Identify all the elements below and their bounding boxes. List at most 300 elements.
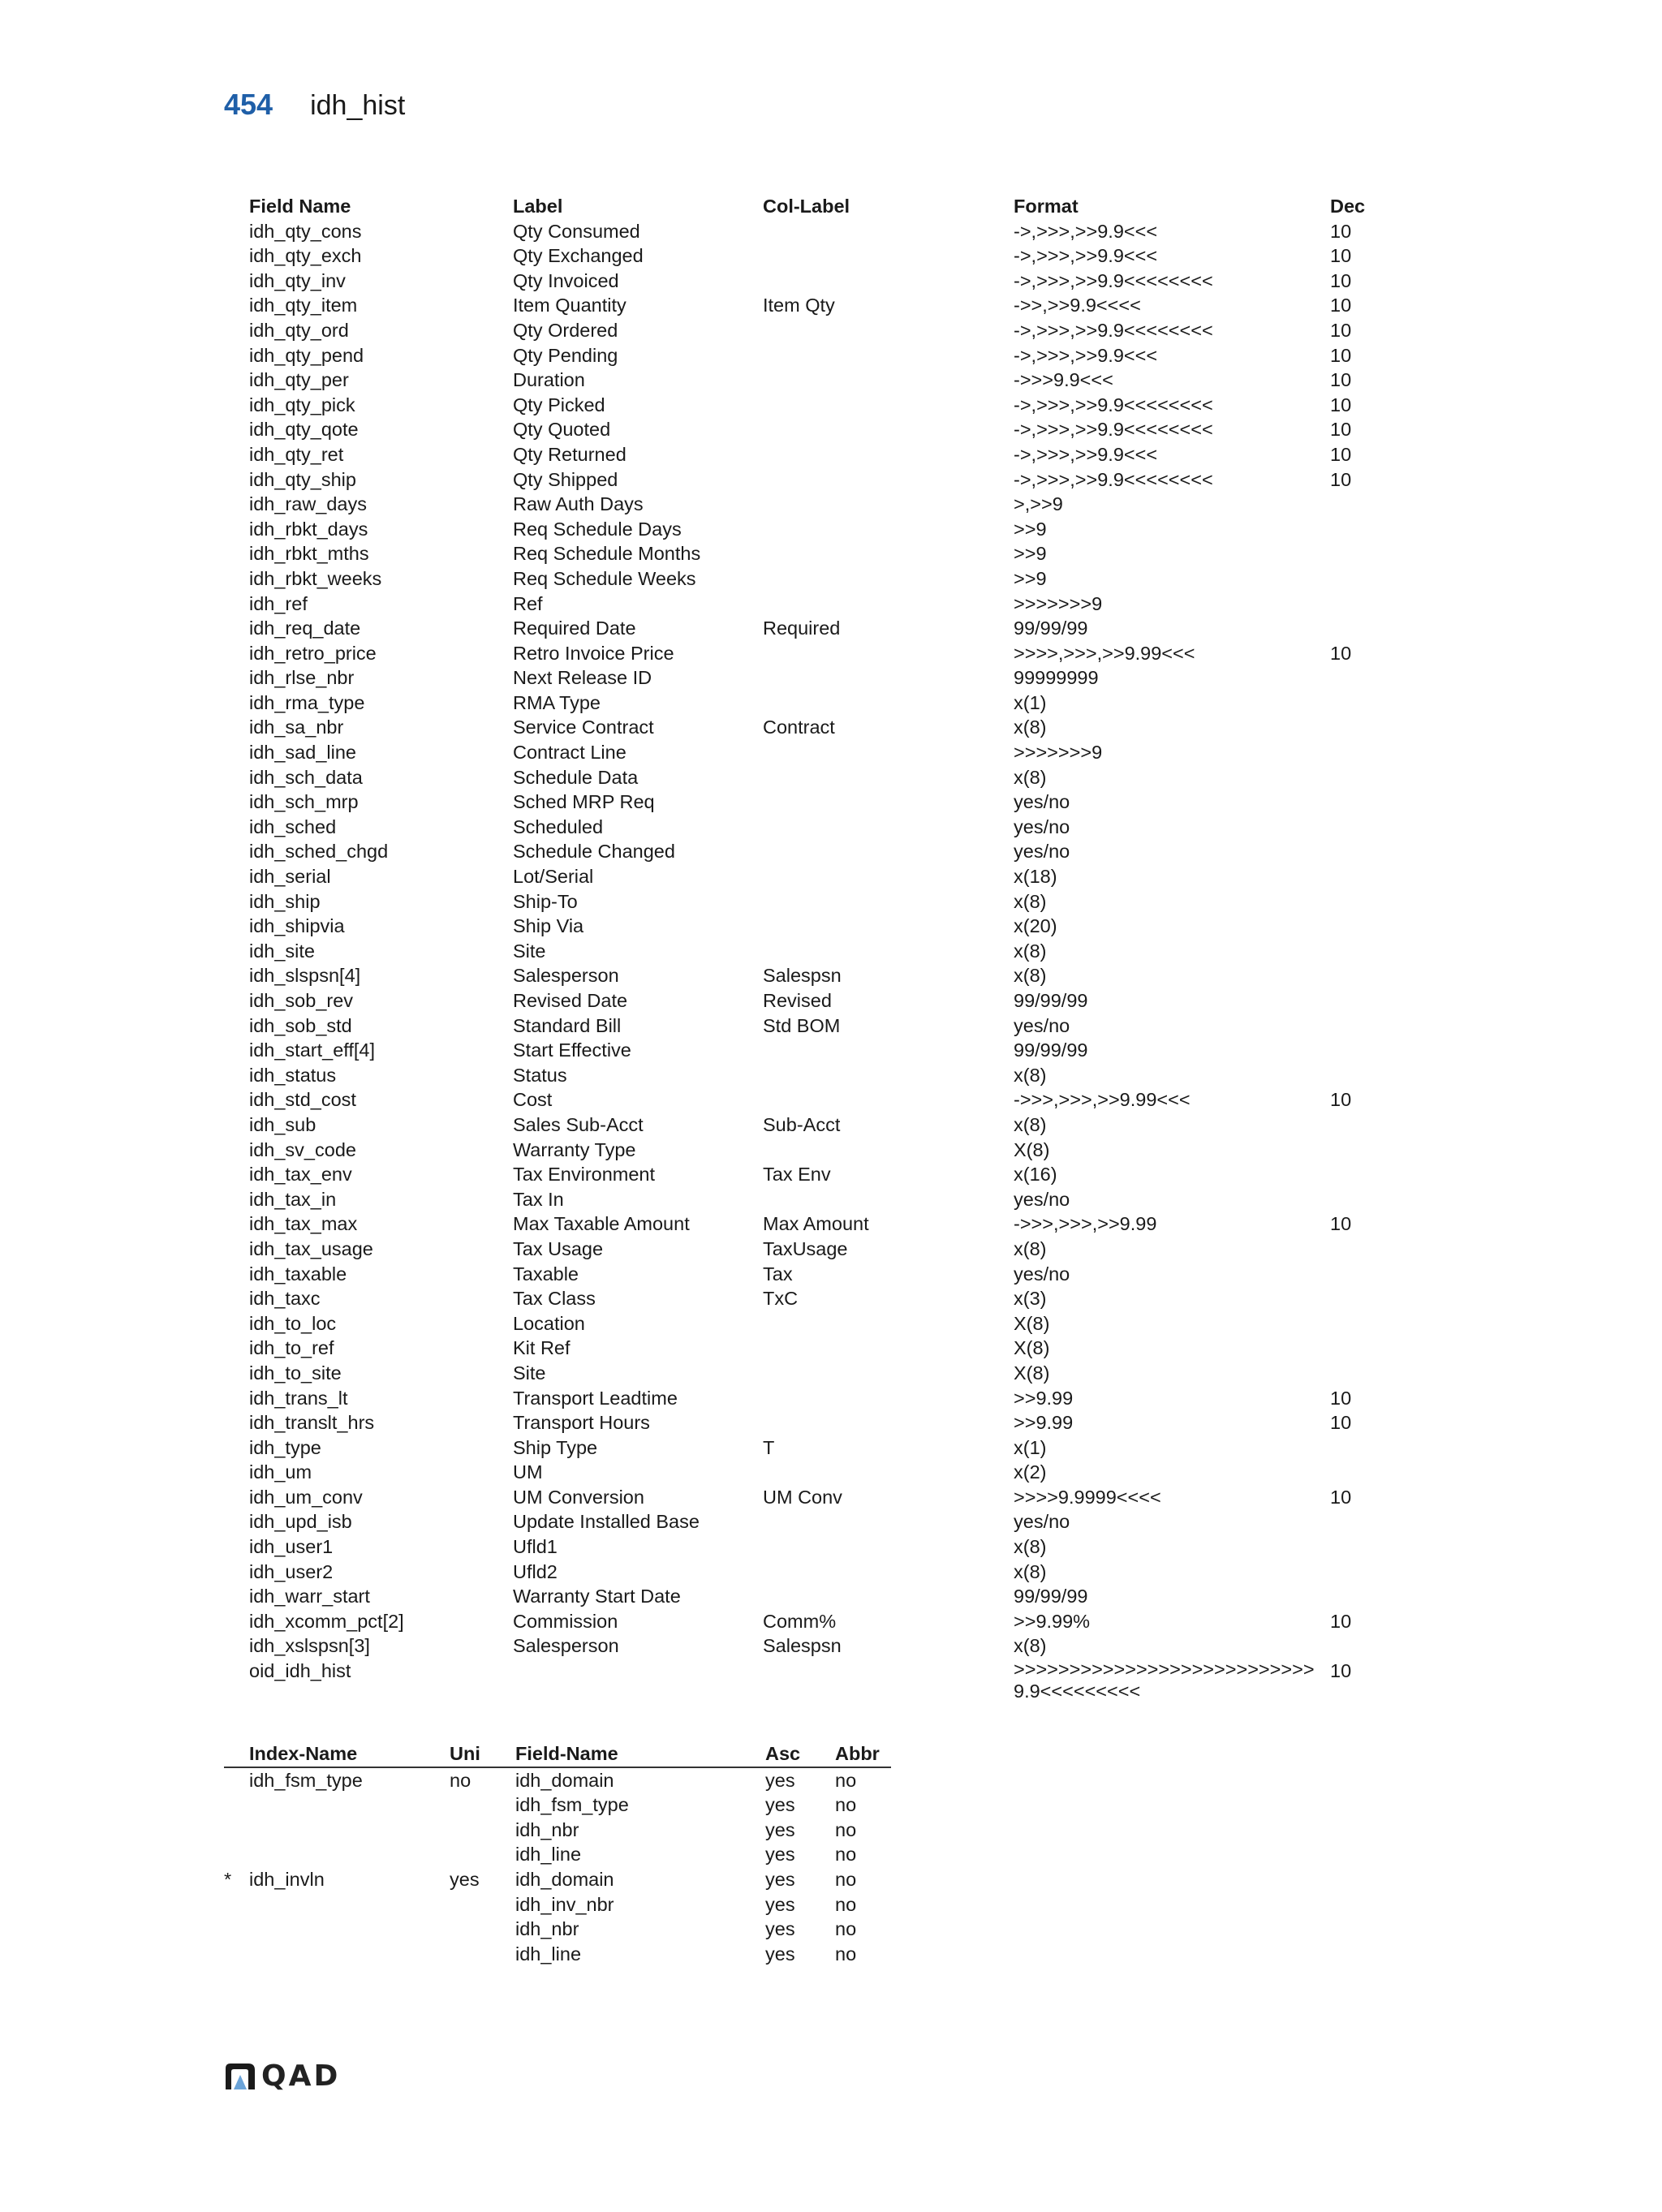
table-row [224, 368, 1379, 393]
index-name-cell [249, 1942, 450, 1967]
format-cell: >>>>9.9999<<<< [1014, 1486, 1161, 1508]
table-row [224, 1867, 891, 1892]
field-name-cell: idh_status [249, 1064, 337, 1086]
format-cell: 99/99/99 [1014, 1039, 1088, 1061]
dec-cell [1330, 566, 1379, 592]
label-cell: Qty Ordered [513, 319, 618, 341]
label-cell: Ufld1 [513, 1536, 558, 1558]
col-label-cell: Max Amount [763, 1213, 869, 1235]
table-row [224, 343, 1379, 368]
table-row [224, 417, 1379, 442]
col-label-cell [763, 815, 1014, 840]
col-label-cell [763, 1311, 1014, 1336]
table-row [224, 541, 1379, 566]
col-label-cell: Tax Env [763, 1164, 831, 1186]
col-label-cell [763, 914, 1014, 939]
table-row [224, 939, 1379, 964]
col-label-cell [763, 839, 1014, 864]
logo-text: QAD [261, 2059, 341, 2093]
index-table [224, 1741, 891, 1966]
dec-cell [1330, 541, 1379, 566]
dec-cell [1330, 592, 1379, 617]
column-header-dec: Dec [1330, 196, 1366, 217]
format-cell: ->,>>>,>>9.9<<<<<<<< [1014, 319, 1213, 341]
footer-logo [224, 2059, 340, 2093]
unique-cell [450, 1917, 515, 1942]
label-cell: Max Taxable Amount [513, 1213, 690, 1235]
table-row [224, 1485, 1379, 1510]
dec-cell [1330, 1162, 1379, 1187]
table-row [224, 1410, 1379, 1435]
table-row [224, 517, 1379, 542]
col-label-cell [763, 1138, 1014, 1163]
table-row [224, 1942, 891, 1967]
dec-cell [1330, 1336, 1379, 1361]
format-cell: ->>>,>>>,>>9.99 [1014, 1213, 1157, 1235]
dec-cell [1330, 1509, 1379, 1534]
col-label-cell [763, 889, 1014, 914]
field-name-cell: idh_to_loc [249, 1312, 337, 1334]
column-header-uni: Uni [450, 1743, 480, 1764]
format-cell: x(8) [1014, 1064, 1047, 1086]
format-cell: 99999999 [1014, 667, 1099, 689]
format-cell: >>9.99 [1014, 1412, 1074, 1434]
label-cell: Salesperson [513, 965, 619, 987]
dec-cell [1330, 939, 1379, 964]
label-cell: RMA Type [513, 691, 601, 713]
dec-cell [1330, 1361, 1379, 1386]
table-row [224, 1560, 1379, 1585]
dec-cell: 10 [1330, 1412, 1352, 1434]
label-cell: Taxable [513, 1263, 579, 1285]
qad-logo-icon [224, 2062, 256, 2091]
field-name-cell: idh_sob_std [249, 1014, 352, 1036]
label-cell: Req Schedule Weeks [513, 567, 696, 589]
label-cell: Qty Returned [513, 443, 626, 465]
field-name-cell: idh_sv_code [249, 1138, 356, 1160]
dec-cell [1330, 914, 1379, 939]
label-cell: Site [513, 940, 546, 962]
dec-cell [1330, 517, 1379, 542]
field-name-cell: idh_shipvia [249, 915, 345, 937]
format-cell: 99/99/99 [1014, 990, 1088, 1011]
table-row [224, 864, 1379, 889]
table-row [224, 1633, 1379, 1659]
dec-cell [1330, 691, 1379, 716]
dec-cell [1330, 815, 1379, 840]
field-name-cell: idh_qty_pend [249, 344, 364, 366]
index-field-cell: idh_nbr [515, 1918, 579, 1940]
format-cell: ->>>9.9<<< [1014, 369, 1113, 391]
format-cell: x(8) [1014, 890, 1047, 912]
col-label-cell [763, 1038, 1014, 1063]
dec-cell: 10 [1330, 642, 1352, 664]
dec-cell [1330, 963, 1379, 988]
table-row [224, 1435, 1379, 1461]
format-cell: x(8) [1014, 717, 1047, 738]
index-marker [224, 1792, 249, 1818]
dec-cell: 10 [1330, 1089, 1352, 1111]
col-label-cell [763, 641, 1014, 666]
label-cell: Revised Date [513, 990, 628, 1011]
dec-cell: 10 [1330, 1486, 1352, 1508]
table-row [224, 566, 1379, 592]
label-cell: Retro Invoice Price [513, 642, 674, 664]
table-row [224, 641, 1379, 666]
dec-cell: 10 [1330, 344, 1352, 366]
dec-cell: 10 [1330, 1387, 1352, 1409]
col-label-cell [763, 939, 1014, 964]
dec-cell [1330, 1584, 1379, 1609]
label-cell: Kit Ref [513, 1337, 571, 1359]
format-cell: X(8) [1014, 1362, 1050, 1384]
unique-cell [450, 1818, 515, 1843]
dec-cell [1330, 1187, 1379, 1212]
table-row [224, 1917, 891, 1942]
label-cell: Ship Via [513, 915, 584, 937]
format-cell: ->>>,>>>,>>9.99<<< [1014, 1089, 1191, 1111]
col-label-cell [763, 368, 1014, 393]
field-name-cell: idh_start_eff[4] [249, 1039, 376, 1061]
table-row [224, 393, 1379, 418]
col-label-cell [763, 492, 1014, 517]
field-name-cell: idh_req_date [249, 618, 361, 639]
label-cell: Site [513, 1362, 546, 1384]
format-cell: x(1) [1014, 691, 1047, 713]
column-header-col-label: Col-Label [763, 196, 850, 217]
field-name-cell: idh_rbkt_mths [249, 543, 369, 565]
table-row [224, 1509, 1379, 1534]
index-name-cell [249, 1842, 450, 1867]
field-name-cell: idh_um [249, 1461, 312, 1483]
page-number: 454 [224, 88, 273, 121]
label-cell: Schedule Data [513, 766, 639, 788]
col-label-cell: Salespsn [763, 965, 842, 987]
col-label-cell [763, 541, 1014, 566]
asc-cell: yes [765, 1818, 795, 1840]
col-label-cell [763, 318, 1014, 343]
format-cell: >,>>9 [1014, 493, 1063, 515]
abbr-cell: no [835, 1868, 857, 1890]
dec-cell [1330, 1063, 1379, 1088]
asc-cell: yes [765, 1844, 795, 1866]
field-name-cell: idh_rbkt_weeks [249, 567, 382, 589]
label-cell: Scheduled [513, 816, 604, 837]
format-cell: X(8) [1014, 1337, 1050, 1359]
format-cell: ->,>>>,>>9.9<<< [1014, 245, 1158, 267]
label-cell: Sched MRP Req [513, 791, 655, 813]
field-name-cell: idh_qty_ship [249, 468, 356, 490]
field-name-cell: idh_qty_inv [249, 269, 346, 291]
col-label-cell: Contract [763, 717, 835, 738]
index-marker [224, 1818, 249, 1843]
col-label-cell [763, 442, 1014, 467]
label-cell: UM Conversion [513, 1486, 644, 1508]
field-name-cell: idh_type [249, 1436, 321, 1458]
label-cell: Qty Picked [513, 394, 605, 415]
field-name-cell: idh_qty_item [249, 295, 358, 316]
field-name-cell: idh_translt_hrs [249, 1412, 375, 1434]
format-cell: x(2) [1014, 1461, 1047, 1483]
abbr-cell: no [835, 1893, 857, 1915]
table-row [224, 467, 1379, 493]
col-label-cell [763, 864, 1014, 889]
field-name-cell: idh_to_ref [249, 1337, 334, 1359]
format-cell: ->,>>>,>>9.9<<<<<<<< [1014, 269, 1213, 291]
field-name-cell: idh_qty_exch [249, 245, 362, 267]
table-row [224, 1112, 1379, 1138]
field-name-cell: idh_user1 [249, 1536, 334, 1558]
label-cell: Tax In [513, 1188, 564, 1210]
col-label-cell: Required [763, 618, 841, 639]
field-name-cell: idh_ref [249, 592, 308, 614]
abbr-cell: no [835, 1943, 857, 1965]
table-row [224, 1187, 1379, 1212]
table-row [224, 318, 1379, 343]
col-label-cell [763, 1361, 1014, 1386]
label-cell: Transport Hours [513, 1412, 650, 1434]
label-cell: Qty Shipped [513, 468, 618, 490]
label-cell: Ship-To [513, 890, 578, 912]
index-field-cell: idh_line [515, 1844, 582, 1866]
abbr-cell: no [835, 1769, 857, 1791]
field-name-cell: idh_user2 [249, 1560, 334, 1582]
dec-cell [1330, 1262, 1379, 1287]
format-cell: yes/no [1014, 816, 1070, 837]
dec-cell: 10 [1330, 394, 1352, 415]
table-row [224, 592, 1379, 617]
table-row [224, 1311, 1379, 1336]
label-cell: Ship Type [513, 1436, 598, 1458]
unique-cell: no [450, 1769, 471, 1791]
column-header-field-name: Field-Name [515, 1743, 618, 1764]
format-cell: x(1) [1014, 1436, 1047, 1458]
page-header [224, 88, 405, 122]
table-row [224, 492, 1379, 517]
label-cell: Qty Pending [513, 344, 618, 366]
field-name-cell: idh_sob_rev [249, 990, 354, 1011]
unique-cell [450, 1942, 515, 1967]
label-cell: Start Effective [513, 1039, 631, 1061]
col-label-cell: TaxUsage [763, 1237, 848, 1259]
label-cell: Commission [513, 1610, 618, 1632]
col-label-cell [763, 1534, 1014, 1560]
format-cell: >>9 [1014, 543, 1047, 565]
dec-cell [1330, 1435, 1379, 1461]
format-cell: >>>>>>>>>>>>>>>>>>>>>>>>>>>9.9<<<<<<<<< [1014, 1659, 1315, 1702]
col-label-cell [763, 467, 1014, 493]
format-cell: ->,>>>,>>9.9<<<<<<<< [1014, 468, 1213, 490]
label-cell: Qty Exchanged [513, 245, 644, 267]
abbr-cell: no [835, 1794, 857, 1816]
dec-cell: 10 [1330, 369, 1352, 391]
field-name-cell: idh_tax_usage [249, 1237, 373, 1259]
field-name-cell: idh_sa_nbr [249, 717, 344, 738]
table-row [224, 1768, 891, 1793]
field-name-cell: idh_qty_ret [249, 443, 344, 465]
field-name-cell: idh_tax_env [249, 1164, 352, 1186]
index-field-cell: idh_inv_nbr [515, 1893, 614, 1915]
table-row [224, 889, 1379, 914]
field-name-cell: idh_upd_isb [249, 1511, 352, 1533]
format-cell: >>9 [1014, 567, 1047, 589]
col-label-cell [763, 566, 1014, 592]
table-row [224, 665, 1379, 691]
field-name-cell: idh_site [249, 940, 315, 962]
label-cell: Warranty Type [513, 1138, 636, 1160]
table-row [224, 815, 1379, 840]
field-table-header [224, 194, 1379, 219]
format-cell: ->,>>>,>>9.9<<<<<<<< [1014, 419, 1213, 441]
table-row [224, 1237, 1379, 1262]
table-row [224, 1842, 891, 1867]
col-label-cell [763, 243, 1014, 269]
dec-cell [1330, 1534, 1379, 1560]
label-cell: Ref [513, 592, 543, 614]
format-cell: yes/no [1014, 1511, 1070, 1533]
format-cell: x(18) [1014, 866, 1057, 888]
dec-cell: 10 [1330, 443, 1352, 465]
label-cell: Location [513, 1312, 585, 1334]
col-label-cell [763, 790, 1014, 815]
asc-cell: yes [765, 1943, 795, 1965]
field-name-cell: idh_sub [249, 1113, 316, 1135]
label-cell: Duration [513, 369, 585, 391]
index-marker-header [224, 1741, 249, 1767]
table-row [224, 1792, 891, 1818]
field-name-cell: oid_idh_hist [249, 1660, 351, 1682]
field-name-cell: idh_xslspsn[3] [249, 1635, 370, 1657]
format-cell: ->,>>>,>>9.9<<< [1014, 443, 1158, 465]
asc-cell: yes [765, 1918, 795, 1940]
format-cell: >>9.99 [1014, 1387, 1074, 1409]
label-cell: Next Release ID [513, 667, 652, 689]
field-name-cell: idh_raw_days [249, 493, 368, 515]
table-row [224, 1162, 1379, 1187]
index-field-cell: idh_domain [515, 1868, 614, 1890]
dec-cell [1330, 790, 1379, 815]
label-cell: Qty Quoted [513, 419, 611, 441]
col-label-cell [763, 1386, 1014, 1411]
column-header-abbr: Abbr [835, 1743, 880, 1764]
label-cell: Item Quantity [513, 295, 626, 316]
label-cell: Lot/Serial [513, 866, 594, 888]
dec-cell: 10 [1330, 1213, 1352, 1235]
format-cell: ->,>>>,>>9.9<<< [1014, 220, 1158, 242]
unique-cell [450, 1842, 515, 1867]
asc-cell: yes [765, 1794, 795, 1816]
format-cell: x(3) [1014, 1288, 1047, 1310]
table-row [224, 1262, 1379, 1287]
col-label-cell [763, 1460, 1014, 1485]
table-row [224, 1609, 1379, 1634]
dec-cell: 10 [1330, 295, 1352, 316]
table-row [224, 1336, 1379, 1361]
dec-cell [1330, 1633, 1379, 1659]
label-cell: Tax Class [513, 1288, 596, 1310]
field-name-cell: idh_retro_price [249, 642, 377, 664]
format-cell: >>9.99% [1014, 1610, 1091, 1632]
col-label-cell [763, 517, 1014, 542]
field-name-cell: idh_slspsn[4] [249, 965, 361, 987]
index-field-cell: idh_fsm_type [515, 1794, 629, 1816]
field-name-cell: idh_rma_type [249, 691, 365, 713]
dec-cell [1330, 765, 1379, 790]
label-cell: Tax Environment [513, 1164, 656, 1186]
field-name-cell: idh_xcomm_pct[2] [249, 1610, 404, 1632]
dec-cell [1330, 715, 1379, 740]
abbr-cell: no [835, 1918, 857, 1940]
label-cell: Raw Auth Days [513, 493, 644, 515]
format-cell: yes/no [1014, 1014, 1070, 1036]
dec-cell [1330, 1038, 1379, 1063]
table-row [224, 914, 1379, 939]
field-name-cell: idh_serial [249, 866, 331, 888]
col-label-cell: TxC [763, 1288, 799, 1310]
label-cell: Warranty Start Date [513, 1586, 681, 1607]
index-marker [224, 1842, 249, 1867]
col-label-cell [763, 219, 1014, 244]
label-cell: Status [513, 1064, 567, 1086]
dec-cell [1330, 665, 1379, 691]
table-row [224, 1063, 1379, 1088]
col-label-cell: Std BOM [763, 1014, 841, 1036]
col-label-cell: UM Conv [763, 1486, 842, 1508]
label-cell: Cost [513, 1089, 553, 1111]
col-label-cell [763, 1336, 1014, 1361]
format-cell: x(8) [1014, 965, 1047, 987]
index-name-cell [249, 1818, 450, 1843]
format-cell: x(16) [1014, 1164, 1057, 1186]
table-row [224, 1013, 1379, 1039]
field-name-cell: idh_sched [249, 816, 337, 837]
format-cell: x(8) [1014, 1635, 1047, 1657]
format-cell: x(8) [1014, 1113, 1047, 1135]
table-row [224, 1211, 1379, 1237]
table-row [224, 1286, 1379, 1311]
col-label-cell [763, 1063, 1014, 1088]
dec-cell [1330, 1112, 1379, 1138]
label-cell: Transport Leadtime [513, 1387, 678, 1409]
dec-cell [1330, 740, 1379, 765]
table-row [224, 963, 1379, 988]
col-label-cell [763, 1410, 1014, 1435]
dec-cell: 10 [1330, 419, 1352, 441]
field-name-cell: idh_sad_line [249, 742, 356, 764]
page-title: idh_hist [310, 90, 406, 121]
field-name-cell: idh_qty_pick [249, 394, 355, 415]
dec-cell [1330, 1013, 1379, 1039]
label-cell: Required Date [513, 618, 636, 639]
dec-cell [1330, 1560, 1379, 1585]
label-cell: Salesperson [513, 1635, 619, 1657]
index-name-cell: idh_fsm_type [249, 1769, 363, 1791]
table-row [224, 1361, 1379, 1386]
table-row [224, 740, 1379, 765]
table-row [224, 293, 1379, 318]
col-label-cell [763, 691, 1014, 716]
col-label-cell [763, 1659, 1014, 1708]
field-name-cell: idh_qty_ord [249, 319, 349, 341]
label-cell: UM [513, 1461, 543, 1483]
table-row [224, 715, 1379, 740]
index-name-cell [249, 1917, 450, 1942]
field-name-cell: idh_rlse_nbr [249, 667, 355, 689]
label-cell: Req Schedule Days [513, 518, 682, 540]
table-row [224, 988, 1379, 1013]
label-cell: Standard Bill [513, 1014, 622, 1036]
dec-cell: 10 [1330, 1660, 1352, 1682]
